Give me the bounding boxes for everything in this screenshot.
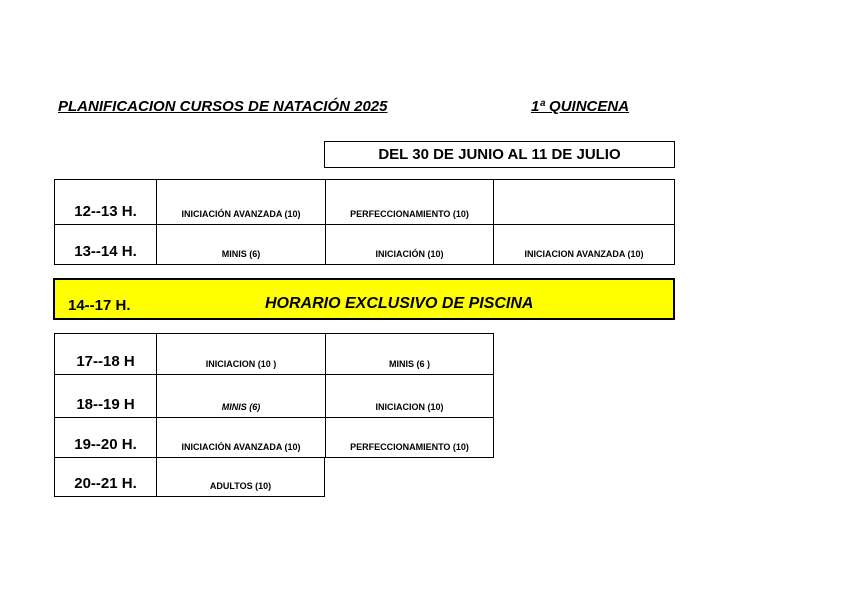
- course-cell: INICIACIÓN (10): [325, 224, 493, 264]
- hour-cell: 12--13 H.: [74, 203, 137, 220]
- adults-schedule-row: [54, 457, 325, 497]
- period-label: 1ª QUINCENA: [531, 98, 630, 115]
- hour-cell: 13--14 H.: [74, 243, 137, 260]
- exclusive-text: HORARIO EXCLUSIVO DE PISCINA: [265, 295, 534, 312]
- hour-cell: 20--21 H.: [74, 475, 137, 492]
- date-range: [324, 141, 675, 168]
- course-cell: MINIS (6): [156, 224, 325, 264]
- document-title: PLANIFICACION CURSOS DE NATACIÓN 2025: [58, 98, 388, 115]
- hour-cell: 19--20 H.: [74, 436, 137, 453]
- afternoon-schedule-table: [54, 333, 494, 458]
- course-cell: MINIS (6): [156, 374, 325, 417]
- hour-cell: 17--18 H: [76, 353, 135, 370]
- course-cell: ADULTOS (10): [156, 458, 324, 496]
- course-cell: PERFECCIONAMIENTO (10): [325, 180, 493, 224]
- course-cell: INICIACION AVANZADA (10): [493, 224, 674, 264]
- course-cell: INICIACIÓN AVANZADA (10): [156, 180, 325, 224]
- exclusive-hour: 14--17 H.: [68, 297, 131, 314]
- course-cell: MINIS (6 ): [325, 334, 493, 374]
- exclusive-pool-band: [53, 278, 675, 320]
- course-cell: INICIACIÓN AVANZADA (10): [156, 417, 325, 457]
- course-cell: PERFECCIONAMIENTO (10): [325, 417, 493, 457]
- course-cell: INICIACION (10): [325, 374, 493, 417]
- course-cell: INICIACION (10 ): [156, 334, 325, 374]
- course-cell: [493, 180, 674, 224]
- hour-cell: 18--19 H: [76, 396, 135, 413]
- date-range-text: DEL 30 DE JUNIO AL 11 DE JULIO: [378, 146, 621, 163]
- morning-schedule-table: [54, 179, 675, 265]
